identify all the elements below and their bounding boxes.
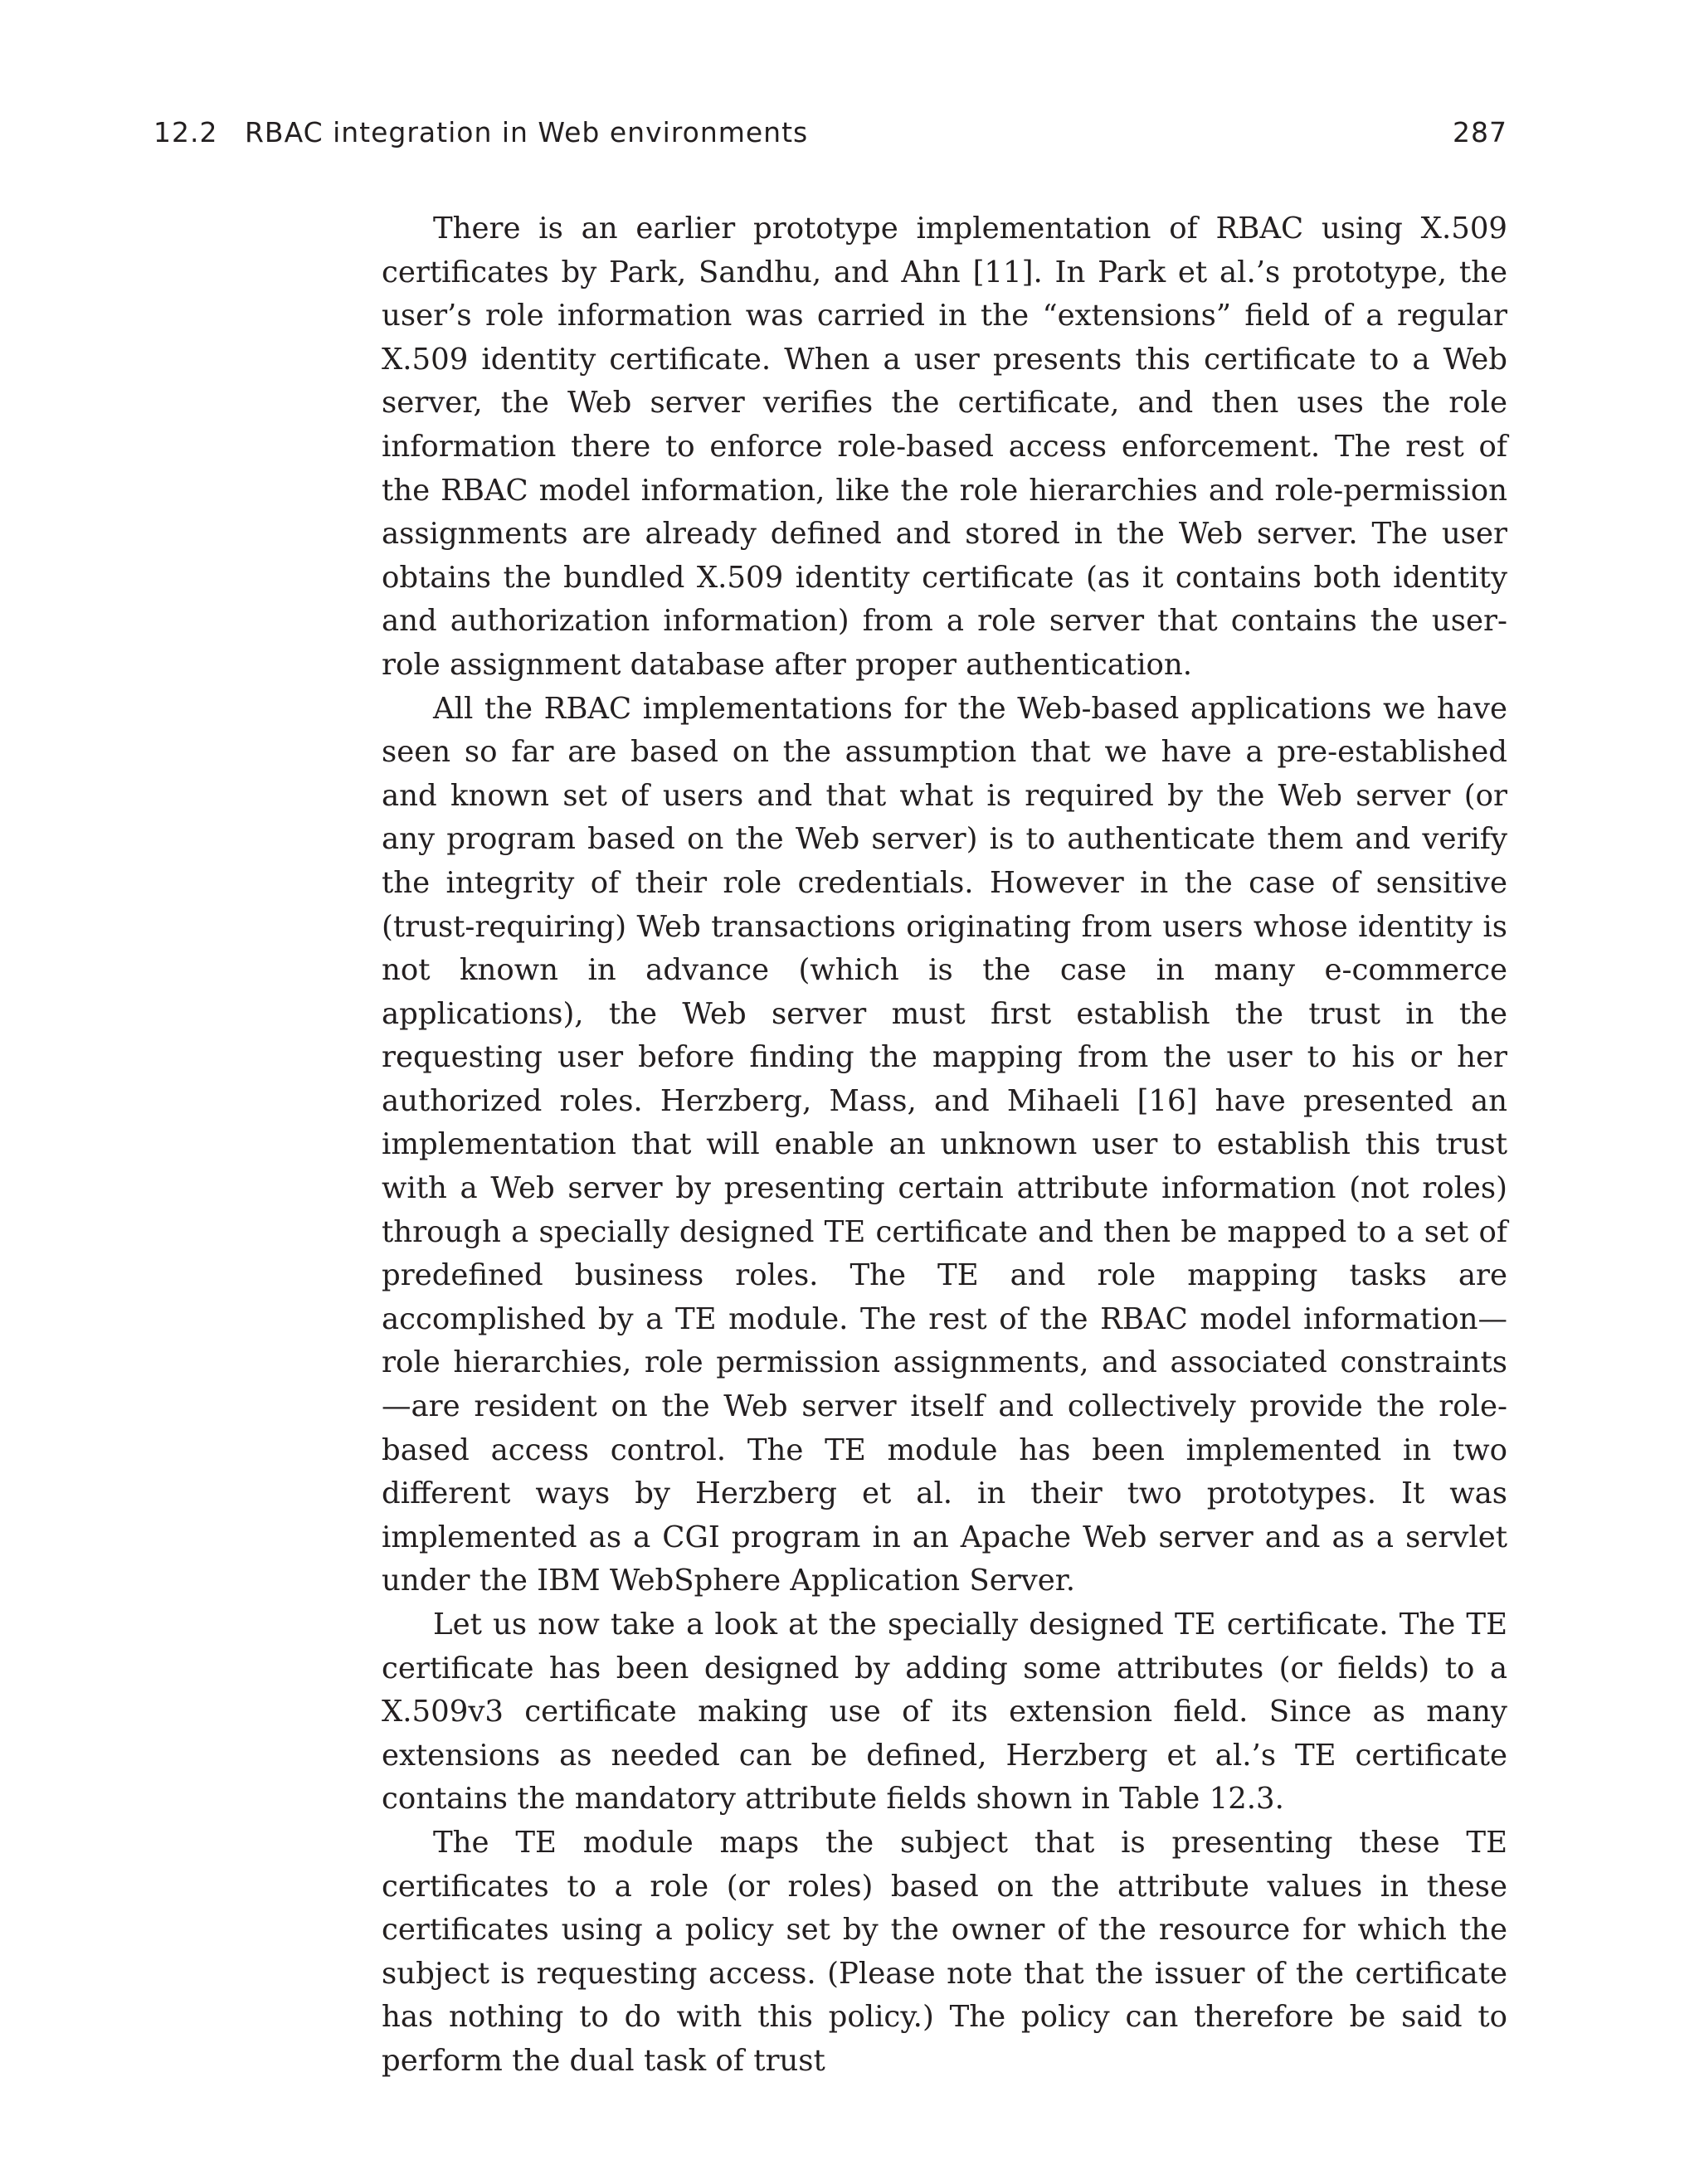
paragraph: Let us now take a look at the specially designed TE certificate. The TE certificate has been designed by adding some attributes (or fields) to a X.509v3 certificate making use of its extension field. Since as many extensions as needed can be defined, Herzberg et al.’s TE certificate contains the mandatory attribute fields shown in Table 12.3.: [382, 1608, 1507, 1817]
body-text: [382, 207, 1507, 2084]
running-header: [153, 116, 1507, 158]
paragraph: The TE module maps the subject that is presenting these TE certificates to a role (or roles) based on the attribute values in these certificates using a policy set by the owner of the resource for which the subject is requesting access. (Please note that the issuer of the certificate has nothing to do with this policy.) The policy can therefore be said to perform the dual task of trust: [382, 1825, 1507, 2078]
section-number: 12.2: [153, 116, 218, 148]
paragraph: All the RBAC implementations for the Web-based applications we have seen so far are based on the assumption that we have a pre-established and known set of users and that what is required by the Web server (or any program based on the Web server) is to authenticate them and verify the integrity of their role credentials. However in the case of sensitive (trust-requiring) Web transactions originating from users whose identity is not known in advance (which is the case in many e-commerce applications), the Web server must first establish the trust in the requesting user before finding the mapping from the user to his or her authorized roles. Herzberg, Mass, and Mihaeli [16] have presented an implementation that will enable an unknown user to establish this trust with a Web server by presenting certain attribute information (not roles) through a specially designed TE certificate and then be mapped to a set of predefined business roles. The TE and role mapping tasks are accomplished by a TE module. The rest of the RBAC model information—role hierarchies, role permission assignments, and associated constraints—are resident on the Web server itself and collectively provide the role-based access control. The TE module has been implemented in two different ways by Herzberg et al. in their two prototypes. It was implemented as a CGI program in an Apache Web server and as a servlet under the IBM WebSphere Application Server.: [382, 691, 1507, 1598]
section-title: RBAC integration in Web environments: [245, 116, 809, 148]
page-number: 287: [1453, 116, 1507, 148]
paragraph: There is an earlier prototype implementation of RBAC using X.509 certificates by Park, Sandhu, and Ahn [11]. In Park et al.’s prototype, the user’s role information was carried in the “extensions” field of a regular X.509 identity certificate. When a user presents this certificate to a Web server, the Web server verifies the certificate, and then uses the role information there to enforce role-based access enforcement. The rest of the RBAC model information, like the role hierarchies and role-permission assignments are already defined and stored in the Web server. The user obtains the bundled X.509 identity certificate (as it contains both identity and authorization information) from a role server that contains the user-role assignment database after proper authentication.: [382, 212, 1507, 682]
